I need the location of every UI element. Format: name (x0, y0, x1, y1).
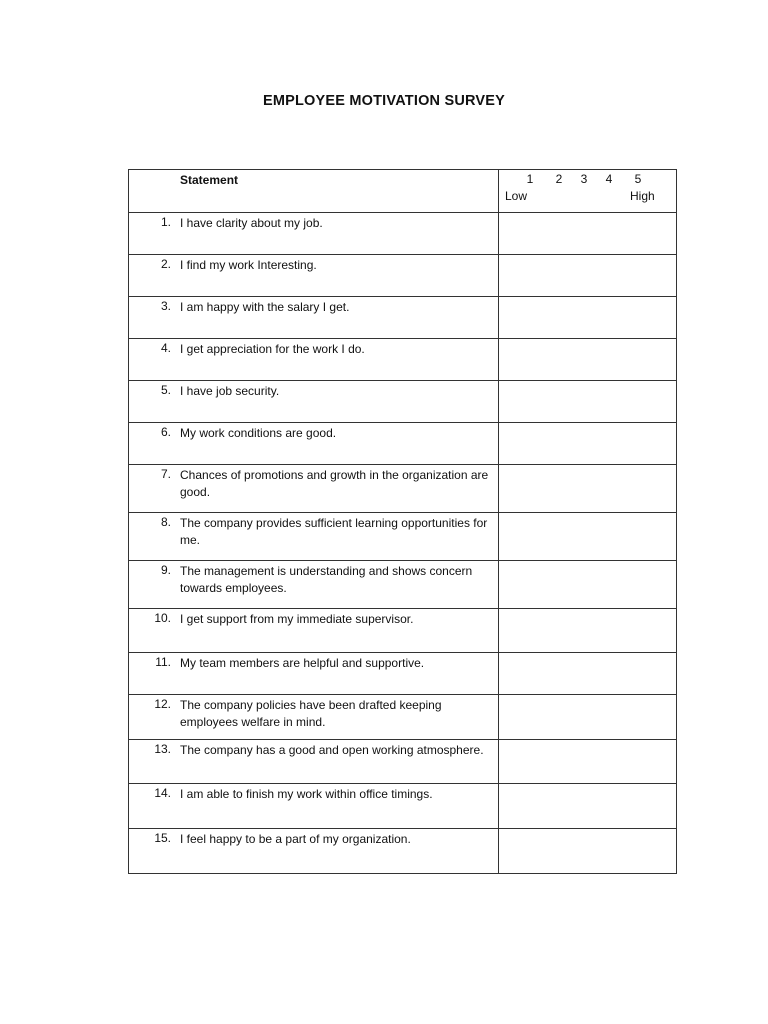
rating-input-cell[interactable] (499, 213, 677, 255)
statement-number: 10. (154, 611, 171, 625)
table-row (129, 339, 677, 381)
statement-text: I find my work Interesting. (180, 258, 317, 272)
rating-input-cell[interactable] (499, 740, 677, 784)
statement-cell (129, 829, 499, 874)
rating-input-cell[interactable] (499, 653, 677, 695)
statement-cell (129, 255, 499, 297)
statement-text: I get support from my immediate supervisor. (180, 612, 414, 626)
rating-input-cell[interactable] (499, 339, 677, 381)
rating-input-cell[interactable] (499, 381, 677, 423)
rating-input-cell[interactable] (499, 423, 677, 465)
statement-text: I get appreciation for the work I do. (180, 342, 365, 356)
statement-text: I am happy with the salary I get. (180, 300, 350, 314)
statement-number: 1. (160, 215, 171, 229)
rating-input-cell[interactable] (499, 513, 677, 561)
table-row (129, 609, 677, 653)
table-row (129, 255, 677, 297)
statement-text: I am able to finish my work within office timings. (180, 787, 433, 801)
statement-number: 7. (160, 467, 171, 481)
statement-cell (129, 339, 499, 381)
table-row (129, 213, 677, 255)
table-row (129, 423, 677, 465)
scale-number-1: 1 (526, 172, 534, 186)
table-row (129, 513, 677, 561)
table-row (129, 465, 677, 513)
survey-table (128, 169, 677, 874)
rating-input-cell[interactable] (499, 561, 677, 609)
table-row (129, 653, 677, 695)
page-title: EMPLOYEE MOTIVATION SURVEY (262, 93, 506, 109)
statement-cell (129, 653, 499, 695)
statement-number: 3. (160, 299, 171, 313)
rating-scale-numbers (499, 172, 677, 188)
statement-number: 4. (160, 341, 171, 355)
table-row (129, 784, 677, 829)
table-row (129, 695, 677, 740)
rating-input-cell[interactable] (499, 695, 677, 740)
scale-number-2: 2 (555, 172, 563, 186)
rating-input-cell[interactable] (499, 784, 677, 829)
statement-cell (129, 695, 499, 740)
statement-cell (129, 561, 499, 609)
table-row (129, 381, 677, 423)
table-row (129, 297, 677, 339)
statement-number: 14. (154, 786, 171, 800)
table-header-row (129, 170, 677, 213)
rating-input-cell[interactable] (499, 297, 677, 339)
statement-text: Chances of promotions and growth in the organization are good. (180, 468, 489, 499)
statement-number: 13. (154, 742, 171, 756)
statement-number: 2. (160, 257, 171, 271)
rating-input-cell[interactable] (499, 829, 677, 874)
statement-cell (129, 784, 499, 829)
statement-cell (129, 740, 499, 784)
scale-number-5: 5 (634, 172, 642, 186)
statement-header-cell (129, 170, 499, 213)
statement-text: The company has a good and open working atmosphere. (180, 743, 484, 757)
scale-number-3: 3 (580, 172, 588, 186)
scale-high-label: High (630, 189, 655, 203)
statement-text: I feel happy to be a part of my organization. (180, 832, 411, 846)
statement-cell (129, 423, 499, 465)
statement-text: The company provides sufficient learning opportunities for me. (180, 516, 488, 547)
rating-input-cell[interactable] (499, 255, 677, 297)
statement-text: My team members are helpful and supportive. (180, 656, 425, 670)
table-row (129, 829, 677, 874)
statement-text: I have job security. (180, 384, 280, 398)
statement-text: I have clarity about my job. (180, 216, 323, 230)
statement-cell (129, 297, 499, 339)
rating-scale-header-cell (499, 170, 677, 213)
statement-cell (129, 381, 499, 423)
statement-number: 12. (154, 697, 171, 711)
statement-cell (129, 609, 499, 653)
statement-header-label: Statement (180, 173, 239, 187)
statement-text: The management is understanding and shows concern towards employees. (180, 564, 473, 595)
statement-text: The company policies have been drafted keeping employees welfare in mind. (180, 698, 442, 729)
table-row (129, 740, 677, 784)
statement-number: 6. (160, 425, 171, 439)
statement-cell (129, 465, 499, 513)
statement-text: My work conditions are good. (180, 426, 337, 440)
statement-number: 9. (160, 563, 171, 577)
statement-number: 8. (160, 515, 171, 529)
scale-low-label: Low (505, 189, 528, 203)
statement-number: 5. (160, 383, 171, 397)
statement-cell (129, 213, 499, 255)
table-row (129, 561, 677, 609)
scale-number-4: 4 (605, 172, 613, 186)
statement-cell (129, 513, 499, 561)
statement-number: 11. (155, 655, 171, 669)
rating-input-cell[interactable] (499, 465, 677, 513)
rating-input-cell[interactable] (499, 609, 677, 653)
statement-number: 15. (154, 831, 171, 845)
